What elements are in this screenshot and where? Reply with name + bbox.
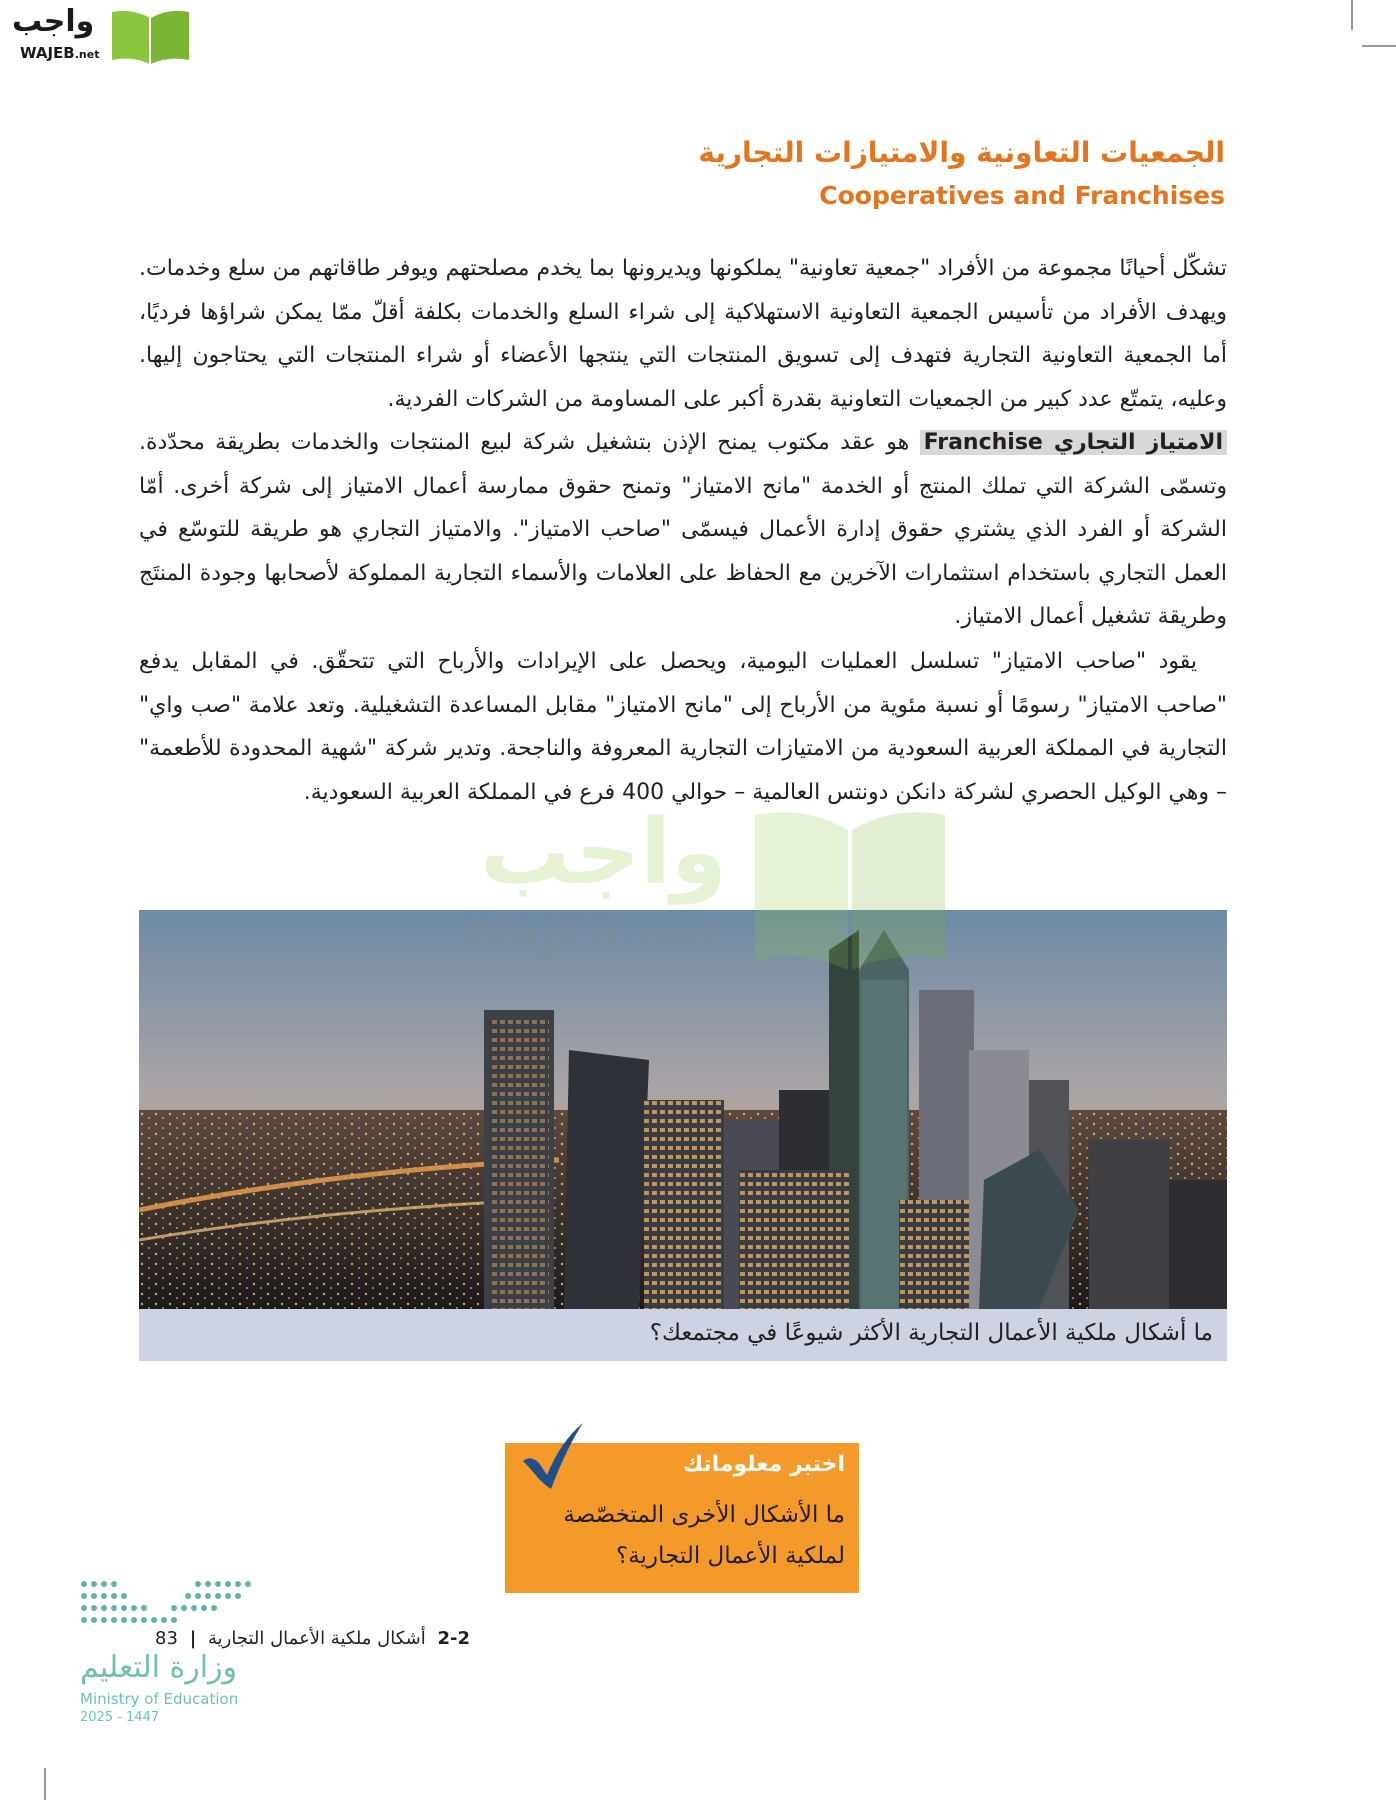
checkmark-icon xyxy=(517,1421,587,1491)
quiz-box xyxy=(505,1443,859,1593)
crop-mark-top-right-h xyxy=(1362,45,1396,47)
ministry-arabic: وزارة التعليم xyxy=(80,1650,238,1685)
ministry-english: Ministry of Education xyxy=(80,1690,239,1708)
paragraph-cooperatives: تشكّل أحيانًا مجموعة من الأفراد "جمعية تعاونية" يملكونها ويديرونها بما يخدم مصلحتهم ويوفر طاقاتهم من سلع وخدمات. ويهدف الأفراد من تأسيس الجمعية التعاونية الاستهلاكية إلى شراء السلع والخدمات بكلفة أقلّ ممّا يمكن شراؤها فرديًا، أما الجمعية التعاونية التجارية فتهدف إلى تسويق المنتجات التي ينتجها الأعضاء أو شراء المنتجات التي يحتاجون إليها. وعليه، يتمتّع عدد كبير من الجمعيات التعاونية بقدرة أكبر على المساومة من الشركات الفردية. xyxy=(139,256,1227,412)
paragraph-franchise-definition xyxy=(139,421,1227,639)
chapter-number: 2-2 xyxy=(437,1628,470,1649)
section-title-english: Cooperatives and Franchises xyxy=(819,181,1225,210)
watermark-arabic: واجب xyxy=(480,800,727,905)
logo-arabic: واجب xyxy=(12,4,95,39)
photo-caption-bar xyxy=(139,1309,1227,1361)
moe-dots-icon xyxy=(78,1576,258,1626)
crop-mark-bottom-left-v xyxy=(44,1768,46,1800)
ministry-year: 2025 - 1447 xyxy=(80,1710,160,1725)
watermark-latin: WAJEB.net xyxy=(460,910,720,961)
quiz-title: اختبر معلوماتك xyxy=(682,1452,845,1477)
body-text-block-1 xyxy=(139,247,1227,639)
ministry-of-education-logo xyxy=(78,1576,258,1726)
franchise-definition-text: هو عقد مكتوب يمنح الإذن بتشغيل شركة لبيع المنتجات والخدمات بطريقة محدّدة. وتسمّى الشركة التي تملك المنتج أو الخدمة "مانح الامتياز" وتمنح حقوق ممارسة أعمال الامتياز إلى شركة أخرى. أمّا الشركة أو الفرد الذي يشتري حقوق إدارة الأعمال فيسمّى "صاحب الامتياز". والامتياز التجاري هو طريقة للتوسّع في العمل التجاري باستخدام استثمارات الآخرين مع الحفاظ على العلامات والأسماء التجارية المملوكة لأصحابها وجودة المنتَج وطريقة تشغيل أعمال الامتياز. xyxy=(139,430,1227,629)
quiz-question: ما الأشكال الأخرى المتخصّصة لملكية الأعمال التجارية؟ xyxy=(563,1502,845,1569)
page-footer xyxy=(155,1628,470,1649)
page-number: 83 xyxy=(155,1628,178,1649)
photo-caption: ما أشكال ملكية الأعمال التجارية الأكثر شيوعًا في مجتمعك؟ xyxy=(649,1320,1213,1346)
logo-latin: WAJEB.net xyxy=(20,44,100,62)
skyline-photo xyxy=(139,910,1227,1309)
chapter-title: أشكال ملكية الأعمال التجارية xyxy=(208,1628,426,1649)
section-title-arabic: الجمعيات التعاونية والامتيازات التجارية xyxy=(698,136,1225,169)
book-icon xyxy=(108,6,193,66)
paragraph-franchise-operations: يقود "صاحب الامتياز" تسلسل العمليات اليومية، ويحصل على الإيرادات والأرباح التي تتحقّق. في المقابل يدفع "صاحب الامتياز" رسومًا أو نسبة مئوية من الأرباح إلى "مانح الامتياز" مقابل المساعدة التشغيلية. وتعد علامة "صب واي" التجارية في المملكة العربية السعودية من الامتيازات التجارية المعروفة والناجحة. وتدير شركة "شهية المحدودة للأطعمة" – وهي الوكيل الحصري لشركة دانكن دونتس العالمية – حوالي 400 فرع في المملكة العربية السعودية. xyxy=(139,649,1227,805)
wajeb-logo[interactable] xyxy=(8,4,193,66)
franchise-term: الامتياز التجاري Franchise xyxy=(920,430,1227,455)
body-text-block-2 xyxy=(139,640,1227,814)
crop-mark-top-right-v xyxy=(1351,0,1353,30)
footer-separator: | xyxy=(189,1628,197,1649)
